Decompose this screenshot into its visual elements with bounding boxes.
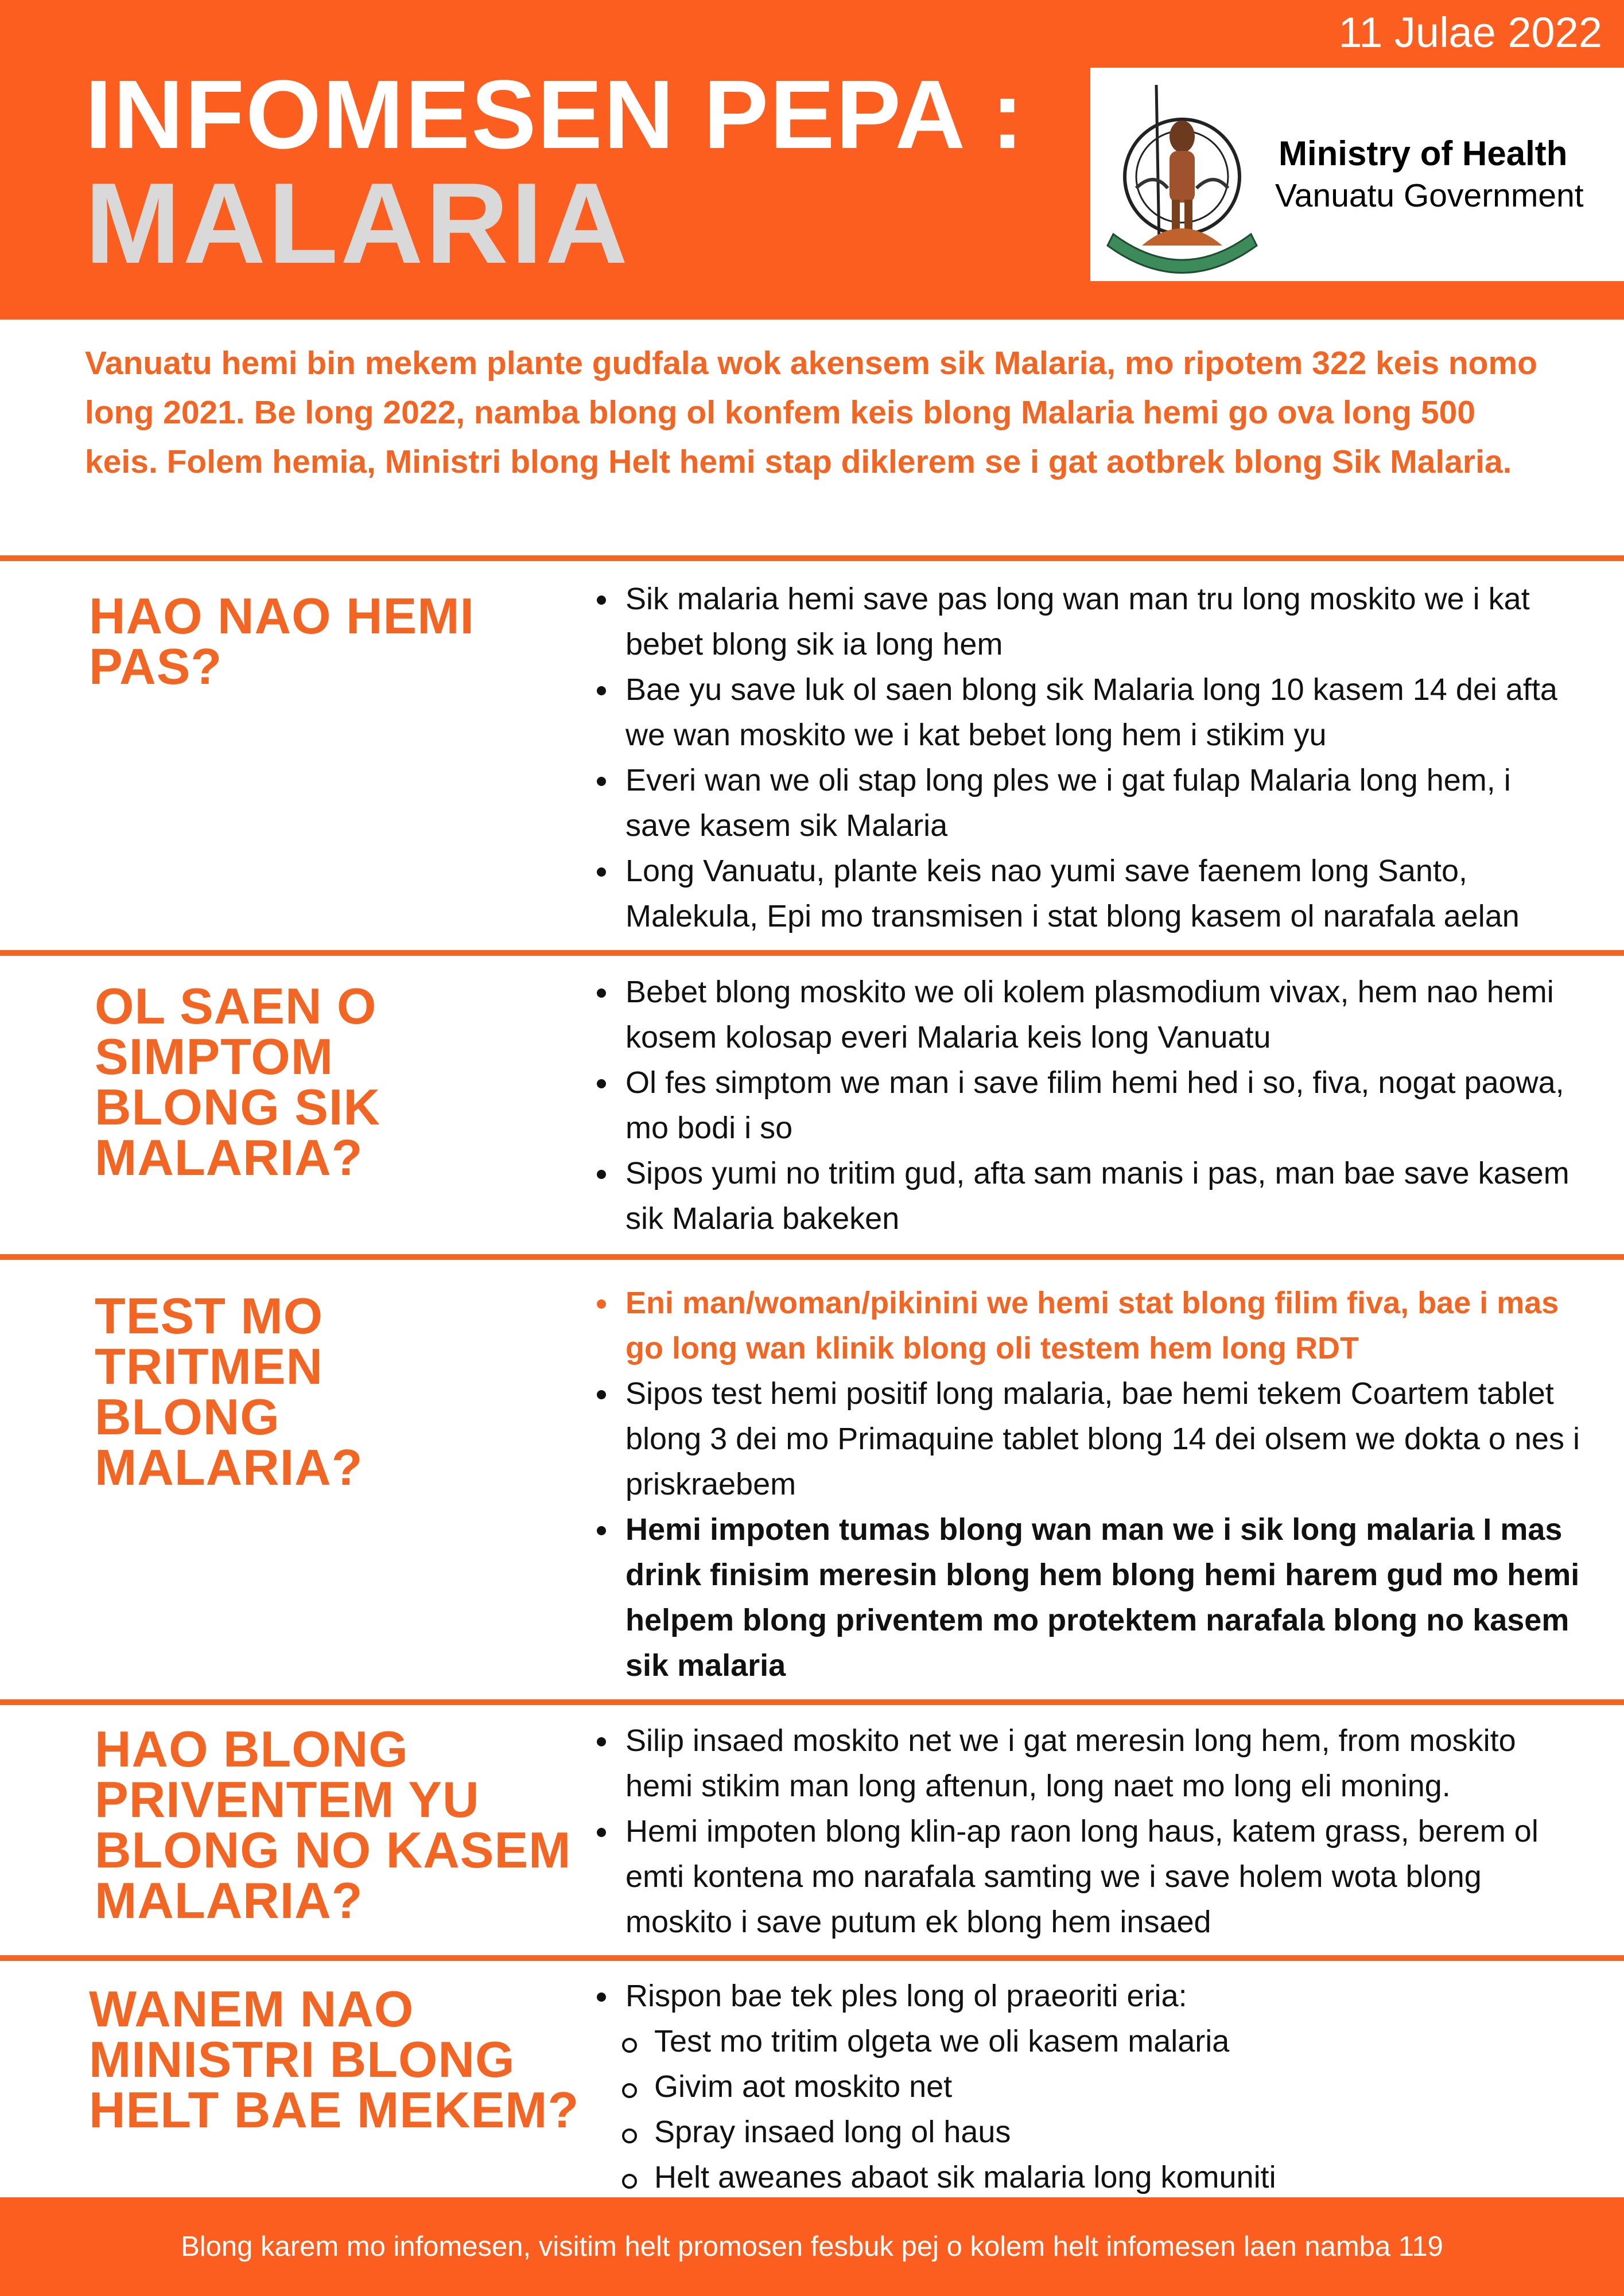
list-item: Bae yu save luk ol saen blong sik Malaria long 10 kasem 14 dei afta we wan moskito we i kat bebet long hem i stikim yu [597,667,1584,758]
bullet-list-ministry-response [597,1974,1584,2200]
list-item: Hemi impoten blong klin-ap raon long haus, katem grass, berem ol emti kontena mo narafala samting we i save holem wota blong moskito i save putum ek blong hem insaed [597,1809,1584,1945]
list-item: Ol fes simptom we man i save filim hemi hed i so, fiva, nogat paowa, mo bodi i so [597,1060,1584,1151]
ministry-name: Ministry of Health [1279,134,1568,173]
list-item: Sik malaria hemi save pas long wan man tru long moskito we i kat bebet blong sik ia long hem [597,577,1584,667]
sub-list-item: Test mo tritim olgeta we oli kasem malaria [597,2019,1584,2064]
list-item: Sipos test hemi positif long malaria, bae hemi tekem Coartem tablet blong 3 dei mo Primaquine tablet blong 14 dei olsem we dokta o nes i priskraebem [597,1371,1584,1507]
bullet-list-symptoms [597,970,1584,1242]
section-heading-transmission: HAO NAO HEMI PAS? [89,587,475,695]
divider [0,950,1624,956]
page-title: INFOMESEN PEPA : [85,60,1025,169]
list-item: Hemi impoten tumas blong wan man we i sik long malaria I mas drink finisim meresin blong hem blong hemi harem gud mo hemi helpem blong priventem mo protektem narafala blong no kasem sik malaria [597,1507,1584,1688]
list-item: Everi wan we oli stap long ples we i gat fulap Malaria long hem, i save kasem sik Malaria [597,758,1584,849]
date: 11 Julae 2022 [1338,9,1602,56]
intro-paragraph: Vanuatu hemi bin mekem plante gudfala wok akensem sik Malaria, mo ripotem 322 keis nomo long 2021. Be long 2022, namba blong ol konfem keis blong Malaria hemi go ova long 500 keis. Folem hemia, Ministri blong Helt hemi stap diklerem se i gat aotbrek blong Sik Malaria. [85,345,1537,480]
ministry-logo-box [1090,68,1624,281]
section-heading-ministry-response: WANEM NAO MINISTRI BLONG HELT BAE MEKEM? [89,1980,580,2138]
government-name: Vanuatu Government [1275,177,1584,214]
list-item: Long Vanuatu, plante keis nao yumi save faenem long Santo, Malekula, Epi mo transmisen i stat blong kasem ol narafala aelan [597,849,1584,939]
bullet-list-test-treatment [597,1281,1584,1688]
sub-list-item: Spray insaed long ol haus [597,2110,1584,2155]
divider [0,1254,1624,1260]
vanuatu-coat-of-arms-icon [1102,73,1262,274]
list-item: Rispon bae tek ples long ol praeoriti eria: [597,1974,1584,2019]
bullet-list-transmission [597,577,1584,939]
bullet-list-prevention [597,1718,1584,1945]
list-item: Eni man/woman/pikinini we hemi stat blong filim fiva, bae i mas go long wan klinik blong oli testem hem long RDT [597,1281,1584,1371]
list-item: Bebet blong moskito we oli kolem plasmodium vivax, hem nao hemi kosem kolosap everi Malaria keis long Vanuatu [597,970,1584,1060]
sub-list-item: Givim aot moskito net [597,2064,1584,2110]
divider [0,555,1624,561]
list-item: Sipos yumi no tritim gud, afta sam manis i pas, man bae save kasem sik Malaria bakeken [597,1151,1584,1242]
section-heading-prevention: HAO BLONG PRIVENTEM YU BLONG NO KASEM MALARIA? [95,1721,572,1929]
header-banner [0,0,1624,320]
sub-list-item: Helt aweanes abaot sik malaria long komuniti [597,2155,1584,2200]
divider [0,1699,1624,1705]
list-item: Silip insaed moskito net we i gat meresin long hem, from moskito hemi stikim man long aftenun, long naet mo long eli moning. [597,1718,1584,1809]
footer-contact: Blong karem mo infomesen, visitim helt promosen fesbuk pej o kolem helt infomesen laen namba 119 [0,2197,1624,2296]
page-subtitle: MALARIA [85,159,631,287]
section-heading-test-treatment: TEST MO TRITMEN BLONG MALARIA? [95,1287,363,1496]
section-heading-symptoms: OL SAEN O SIMPTOM BLONG SIK MALARIA? [95,978,380,1186]
divider [0,1955,1624,1961]
